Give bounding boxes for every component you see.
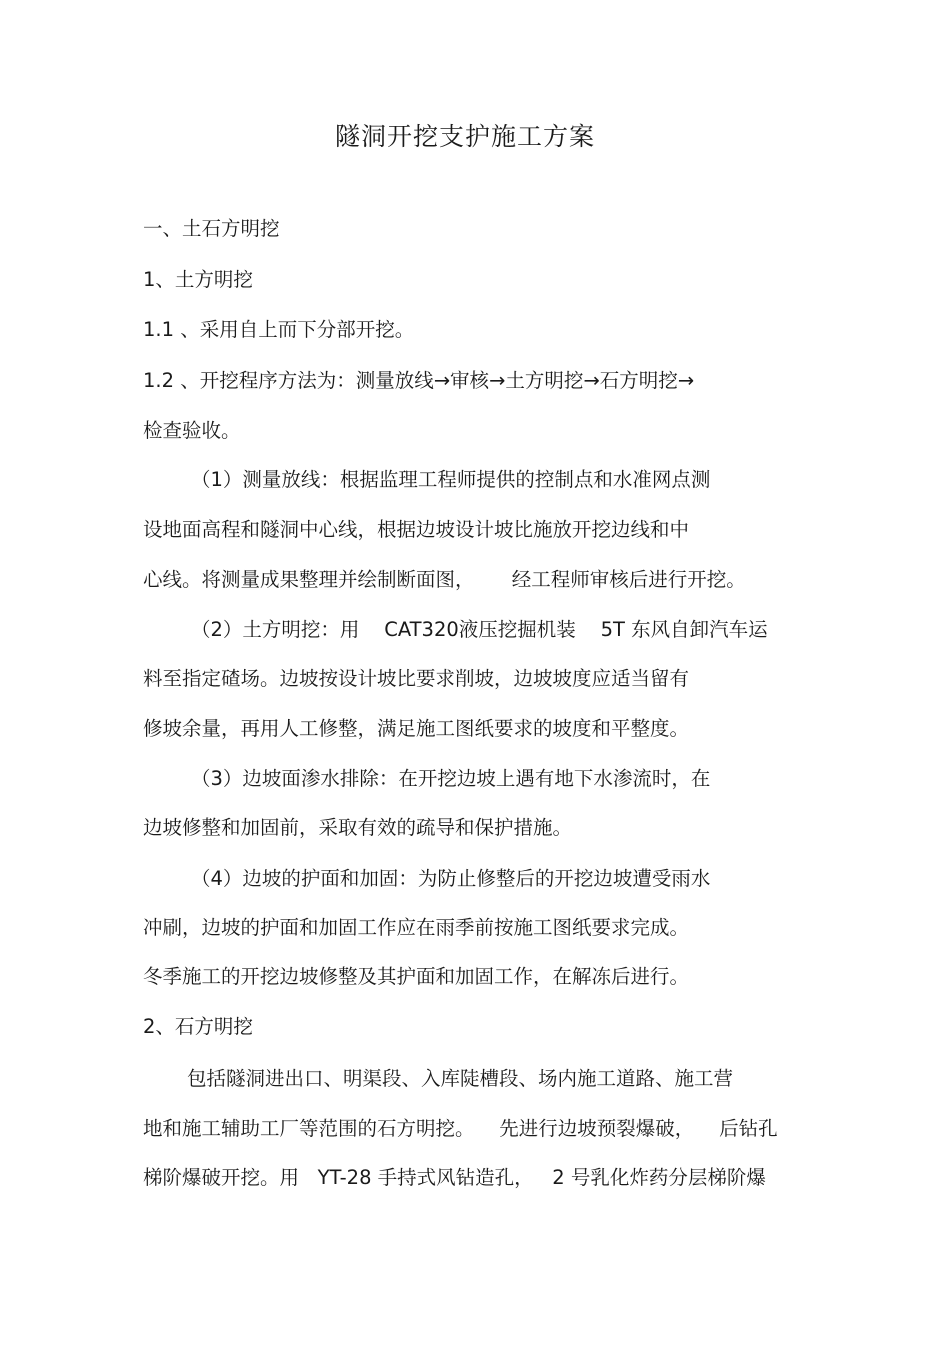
paragraph-line: （3）边坡面渗水排除：在开挖边坡上遇有地下水渗流时，在 [191,767,711,790]
paragraph-line: （4）边坡的护面和加固：为防止修整后的开挖边坡遭受雨水 [191,867,711,890]
paragraph-line: 心线。将测量成果整理并绘制断面图， 经工程师审核后进行开挖。 [143,568,746,591]
paragraph-line: 1.2 、开挖程序方法为：测量放线→审核→土方明挖→石方明挖→ [143,369,695,392]
paragraph-line: 冬季施工的开挖边坡修整及其护面和加固工作，在解冻后进行。 [143,965,690,988]
paragraph-line: 1.1 、采用自上而下分部开挖。 [143,318,415,341]
subsection-heading-2: 2、石方明挖 [143,1015,253,1038]
section-heading-1: 一、土石方明挖 [143,217,280,240]
paragraph-line: 修坡余量，再用人工修整，满足施工图纸要求的坡度和平整度。 [143,717,690,740]
paragraph-line: 料至指定碴场。边坡按设计坡比要求削坡，边坡坡度应适当留有 [143,667,690,690]
paragraph-line: 地和施工辅助工厂等范围的石方明挖。 先进行边坡预裂爆破， 后钻孔 [143,1117,778,1140]
paragraph-line: 设地面高程和隧洞中心线，根据边坡设计坡比施放开挖边线和中 [143,518,690,541]
paragraph-line: 边坡修整和加固前，采取有效的疏导和保护措施。 [143,816,573,839]
subsection-heading-1: 1、土方明挖 [143,268,253,291]
paragraph-line: 包括隧洞进出口、明渠段、入库陡槽段、场内施工道路、施工营 [187,1067,734,1090]
paragraph-line: （2）土方明挖：用 CAT320液压挖掘机装 5T 东风自卸汽车运 [191,618,768,641]
paragraph-line: 梯阶爆破开挖。用 YT-28 手持式风钻造孔， 2 号乳化炸药分层梯阶爆 [143,1166,766,1189]
paragraph-line: 冲刷，边坡的护面和加固工作应在雨季前按施工图纸要求完成。 [143,916,690,939]
paragraph-line: 检查验收。 [143,419,241,442]
document-title: 隧洞开挖支护施工方案 [334,122,595,151]
paragraph-line: （1）测量放线：根据监理工程师提供的控制点和水准网点测 [191,468,711,491]
